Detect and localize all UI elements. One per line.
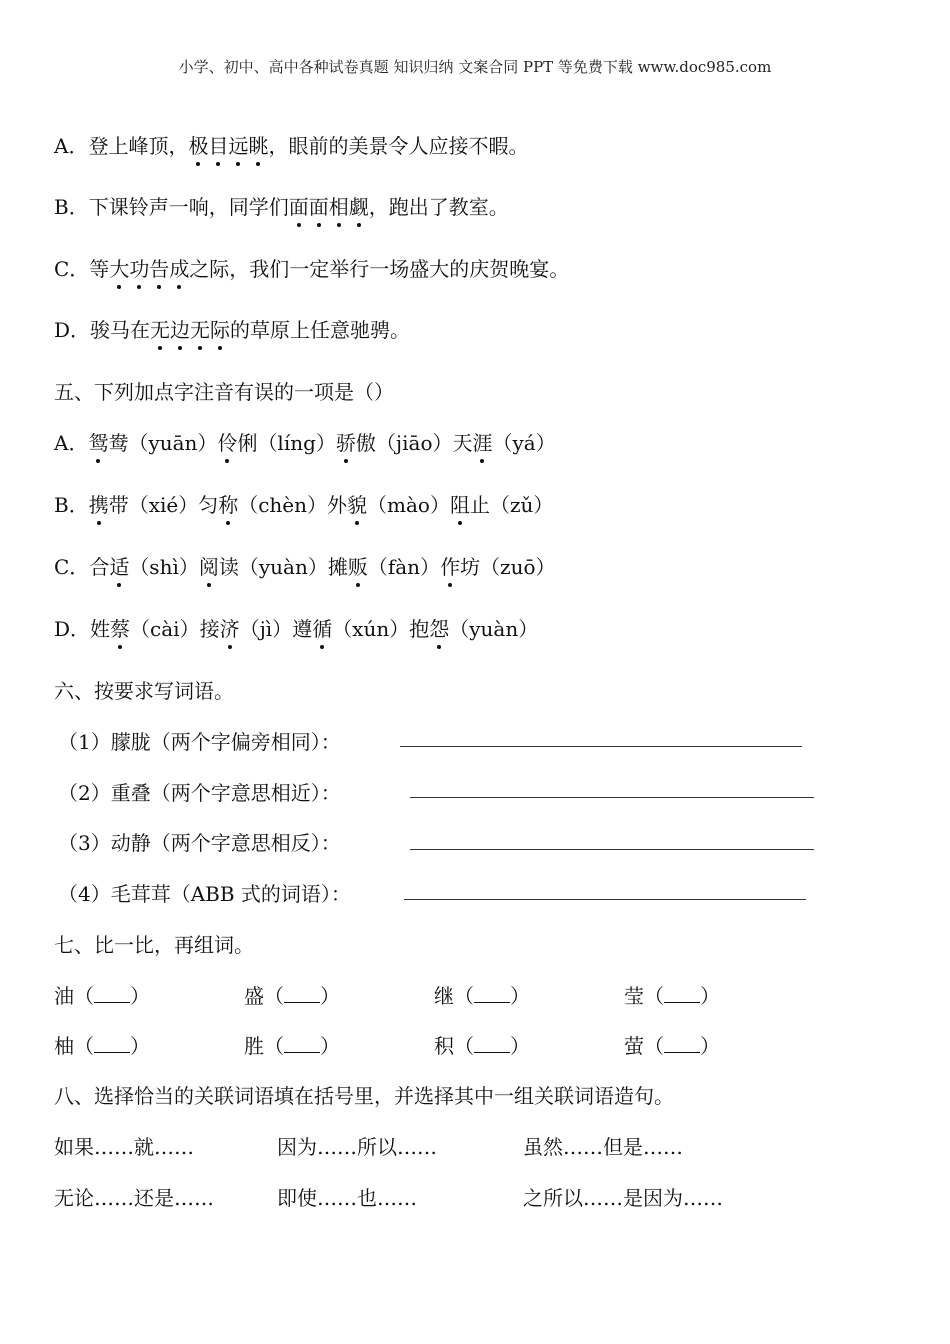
q7-item-5 — [54, 1030, 150, 1059]
dotted-char: 携 — [89, 489, 109, 518]
pinyin: （yuàn） — [449, 617, 539, 641]
word-char: 抱 — [409, 617, 430, 641]
dotted-char: 成 — [169, 253, 189, 282]
q4-option-text: A．登上峰顶， — [54, 134, 189, 158]
word-char: 天 — [452, 431, 473, 455]
q7-char: 油（ — [54, 984, 94, 1008]
pinyin: （cài） — [130, 617, 200, 641]
dotted-char: 怨 — [429, 613, 449, 642]
word-char: 带 — [108, 493, 129, 517]
q5-option-letter: A． — [54, 431, 89, 455]
q7-close: ） — [130, 984, 150, 1008]
q7-item-6 — [244, 1030, 340, 1059]
pinyin: （xié） — [128, 493, 199, 517]
q5-option-1 — [54, 427, 556, 456]
dotted-char: 极 — [188, 130, 208, 159]
question-8-title: 八、选择恰当的关联词语填在括号里，并选择其中一组关联词语造句。 — [54, 1084, 674, 1108]
q4-option-text: D．骏马在 — [54, 318, 151, 342]
dotted-char: 无 — [150, 314, 170, 343]
pinyin: （zǔ） — [489, 493, 554, 517]
q6-item-3-answer-line[interactable] — [410, 849, 814, 850]
word-char: 俐 — [237, 431, 258, 455]
q6-item-1-label: （1）朦胧（两个字偏旁相同）： — [58, 730, 341, 754]
q4-option-3 — [54, 253, 569, 282]
q7-close: ） — [320, 1034, 340, 1058]
dotted-char: 伶 — [217, 427, 237, 456]
pinyin: （fàn） — [367, 555, 441, 579]
q4-option-4 — [54, 314, 410, 343]
q7-close: ） — [700, 984, 720, 1008]
q7-item-3 — [434, 980, 530, 1009]
pinyin: （jì） — [239, 617, 293, 641]
q5-option-4 — [54, 613, 538, 642]
dotted-char: 涯 — [472, 427, 492, 456]
q8-option-1: 如果……就…… — [54, 1135, 194, 1159]
q7-char: 莹（ — [624, 984, 664, 1008]
pinyin: （yuān） — [128, 431, 218, 455]
q7-char: 胜（ — [244, 1034, 284, 1058]
q4-option-text: ，眼前的美景令人应接不暇。 — [268, 134, 529, 158]
q7-close: ） — [320, 984, 340, 1008]
word-char: 坊 — [460, 555, 481, 579]
q4-option-text: C．等 — [54, 257, 110, 281]
dotted-char: 觑 — [349, 191, 369, 220]
q5-option-2 — [54, 489, 553, 518]
q7-blank[interactable] — [474, 1036, 510, 1053]
dotted-char: 蔡 — [110, 613, 130, 642]
dotted-char: 貌 — [347, 489, 367, 518]
dotted-char: 眺 — [248, 130, 268, 159]
q7-char: 积（ — [434, 1034, 474, 1058]
q8-option-2: 因为……所以…… — [277, 1135, 437, 1159]
q4-option-text: 的草原上任意驰骋。 — [230, 318, 411, 342]
dotted-char: 作 — [440, 551, 460, 580]
dotted-char: 鸳 — [88, 427, 108, 456]
q8-option-5: 即使……也…… — [277, 1186, 417, 1210]
word-char: 读 — [218, 555, 239, 579]
pinyin: （jiāo） — [375, 431, 453, 455]
q4-option-text: B．下课铃声一响，同学们 — [54, 195, 289, 219]
q6-item-2-label: （2）重叠（两个字意思相近）： — [58, 781, 341, 805]
q5-option-letter: B． — [54, 493, 89, 517]
q7-blank[interactable] — [474, 986, 510, 1003]
pinyin: （yá） — [492, 431, 556, 455]
q4-option-1 — [54, 130, 528, 159]
q5-option-letter: D． — [54, 617, 91, 641]
q7-close: ） — [510, 1034, 530, 1058]
dotted-char: 适 — [109, 551, 129, 580]
dotted-char: 远 — [228, 130, 248, 159]
q7-char: 柚（ — [54, 1034, 94, 1058]
q7-blank[interactable] — [284, 1036, 320, 1053]
q6-item-1-answer-line[interactable] — [400, 746, 802, 747]
dotted-char: 功 — [129, 253, 149, 282]
page-header-watermark: 小学、初中、高中各种试卷真题 知识归纳 文案合同 PPT 等免费下载 www.doc985.com — [178, 58, 772, 76]
word-char: 摊 — [327, 555, 348, 579]
word-char: 姓 — [90, 617, 111, 641]
pinyin: （chèn） — [238, 493, 328, 517]
dotted-char: 贩 — [348, 551, 368, 580]
dotted-char: 边 — [170, 314, 190, 343]
q7-char: 萤（ — [624, 1034, 664, 1058]
word-char: 止 — [469, 493, 490, 517]
word-char: 合 — [89, 555, 110, 579]
q6-item-4-label: （4）毛茸茸（ABB 式的词语）： — [58, 882, 351, 906]
q7-close: ） — [510, 984, 530, 1008]
word-char: 傲 — [355, 431, 376, 455]
q6-item-3-label: （3）动静（两个字意思相反）： — [58, 831, 341, 855]
q4-option-text: ，跑出了教室。 — [368, 195, 509, 219]
q7-item-4 — [624, 980, 720, 1009]
q7-char: 继（ — [434, 984, 474, 1008]
word-char: 遵 — [292, 617, 313, 641]
dotted-char: 无 — [190, 314, 210, 343]
q4-option-text: 之际，我们一定举行一场盛大的庆贺晚宴。 — [189, 257, 570, 281]
dotted-char: 骄 — [336, 427, 356, 456]
q4-option-2 — [54, 191, 509, 220]
dotted-char: 循 — [312, 613, 332, 642]
pinyin: （shì） — [129, 555, 199, 579]
question-7-title: 七、比一比，再组词。 — [54, 933, 254, 957]
q8-option-4: 无论……还是…… — [54, 1186, 214, 1210]
q7-blank[interactable] — [664, 986, 700, 1003]
q6-item-2-answer-line[interactable] — [410, 797, 814, 798]
question-5-title: 五、下列加点字注音有误的一项是（） — [54, 380, 394, 404]
q7-close: ） — [700, 1034, 720, 1058]
q7-blank[interactable] — [94, 986, 130, 1003]
q8-option-3: 虽然……但是…… — [523, 1135, 683, 1159]
word-char: 外 — [327, 493, 348, 517]
dotted-char: 面 — [289, 191, 309, 220]
word-char: 鸯 — [108, 431, 129, 455]
dotted-char: 面 — [309, 191, 329, 220]
q7-blank[interactable] — [94, 1036, 130, 1053]
question-6-title: 六、按要求写词语。 — [54, 679, 234, 703]
pinyin: （mào） — [367, 493, 450, 517]
q7-blank[interactable] — [664, 1036, 700, 1053]
q8-option-6: 之所以……是因为…… — [523, 1186, 723, 1210]
q7-char: 盛（ — [244, 984, 284, 1008]
dotted-char: 告 — [149, 253, 169, 282]
q7-item-8 — [624, 1030, 720, 1059]
dotted-char: 际 — [210, 314, 230, 343]
word-char: 接 — [199, 617, 220, 641]
pinyin: （xún） — [332, 617, 410, 641]
dotted-char: 阅 — [199, 551, 219, 580]
q7-item-2 — [244, 980, 340, 1009]
dotted-char: 目 — [208, 130, 228, 159]
q5-option-letter: C． — [54, 555, 90, 579]
dotted-char: 大 — [109, 253, 129, 282]
pinyin: （zuō） — [480, 555, 556, 579]
dotted-char: 称 — [218, 489, 238, 518]
q7-close: ） — [130, 1034, 150, 1058]
q6-item-4-answer-line[interactable] — [404, 899, 806, 900]
q7-item-1 — [54, 980, 150, 1009]
pinyin: （yuàn） — [238, 555, 328, 579]
pinyin: （líng） — [257, 431, 336, 455]
q5-option-3 — [54, 551, 556, 580]
dotted-char: 阻 — [450, 489, 470, 518]
word-char: 匀 — [198, 493, 219, 517]
dotted-char: 济 — [220, 613, 240, 642]
dotted-char: 相 — [329, 191, 349, 220]
q7-blank[interactable] — [284, 986, 320, 1003]
q7-item-7 — [434, 1030, 530, 1059]
